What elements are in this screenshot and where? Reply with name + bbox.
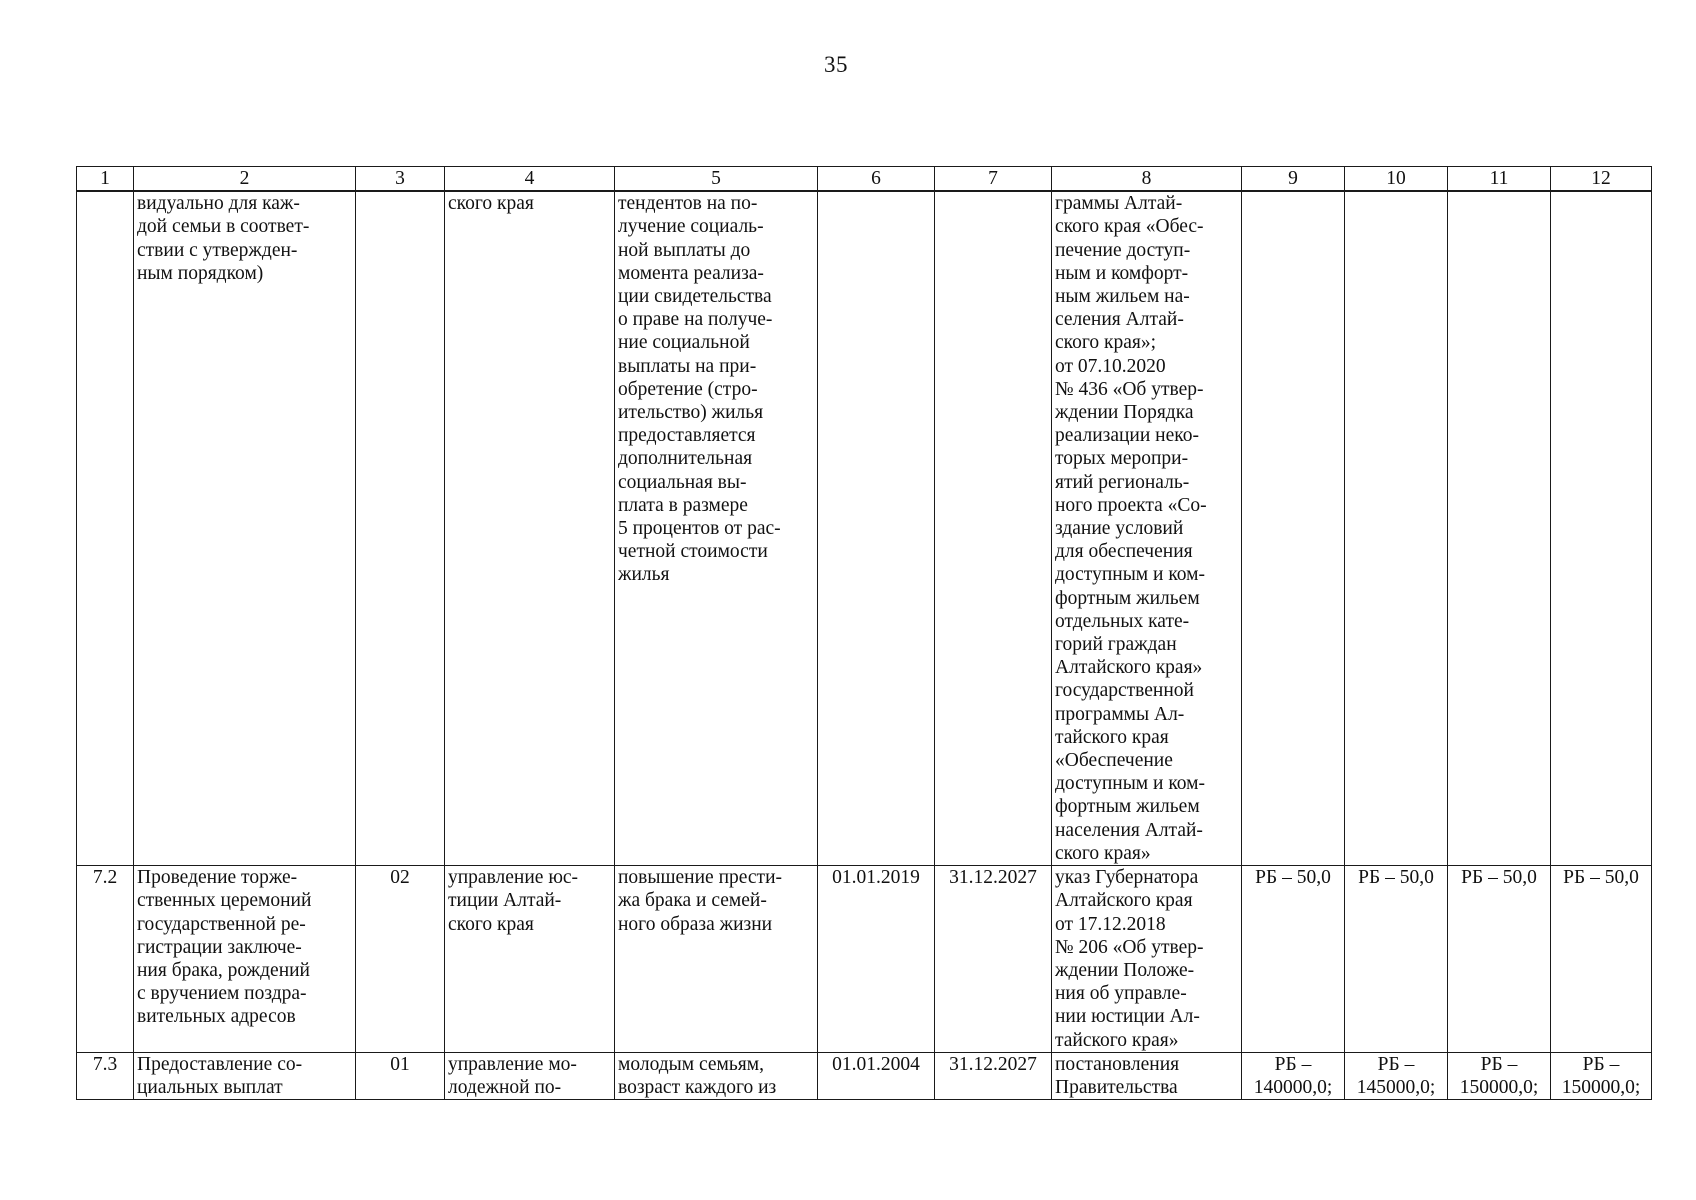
column-header: 1 [77, 167, 134, 192]
column-header: 8 [1052, 167, 1242, 192]
cell-legal-basis: постановления Правительства [1052, 1052, 1242, 1099]
cell-executor: управление юс- тиции Алтай- ского края [445, 866, 615, 1053]
column-header: 5 [615, 167, 818, 192]
cell-executor: ского края [445, 191, 615, 865]
table-row-7-3 [77, 1052, 1652, 1099]
cell-start-date: 01.01.2019 [818, 866, 935, 1053]
cell-executor: управление мо- лодежной по- [445, 1052, 615, 1099]
cell-funding: РБ – 150000,0; [1551, 1052, 1652, 1099]
cell-legal-basis: указ Губернатора Алтайского края от 17.12.2018 № 206 «Об утвер- ждении Положе- ния об управле- нии юстиции Ал- тайского края» [1052, 866, 1242, 1053]
column-header: 2 [134, 167, 356, 192]
column-number-row [77, 167, 1652, 192]
cell-activity: Предоставление со- циальных выплат [134, 1052, 356, 1099]
cell-funding: РБ – 150000,0; [1448, 1052, 1551, 1099]
cell-start-date [818, 191, 935, 865]
cell-number: 7.2 [77, 866, 134, 1053]
cell-description: повышение прести- жа брака и семей- ного образа жизни [615, 866, 818, 1053]
cell-code: 02 [356, 866, 445, 1053]
cell-funding: РБ – 145000,0; [1345, 1052, 1448, 1099]
column-header: 3 [356, 167, 445, 192]
cell-code [356, 191, 445, 865]
column-header: 6 [818, 167, 935, 192]
cell-code: 01 [356, 1052, 445, 1099]
cell-funding [1448, 191, 1551, 865]
cell-funding: РБ – 50,0 [1551, 866, 1652, 1053]
cell-description: тендентов на по- лучение социаль- ной выплаты до момента реализа- ции свидетельства о праве на получе- ние социальной выплаты на при- обретение (стро- ительство) жилья предоставляется дополнительная социальная вы- плата в размере 5 процентов от рас- четной стоимости жилья [615, 191, 818, 865]
cell-funding: РБ – 50,0 [1242, 866, 1345, 1053]
page-number: 35 [824, 52, 848, 77]
cell-funding [1345, 191, 1448, 865]
cell-activity: видуально для каж- дой семьи в соответ- ствии с утвержден- ным порядком) [134, 191, 356, 865]
cell-legal-basis: граммы Алтай- ского края «Обес- печение доступ- ным и комфорт- ным жильем на- селения Алтай- ского края»; от 07.10.2020 № 436 «Об утвер- ждении Порядка реализации неко- торых меропри- ятий региональ- ного проекта «Со- здание условий для обеспечения доступным и ком- фортным жильем отдельных кате- горий граждан Алтайского края» государственной программы Ал- тайского края «Обеспечение доступным и ком- фортным жильем населения Алтай- ского края» [1052, 191, 1242, 865]
program-table [76, 166, 1652, 1100]
cell-funding: РБ – 50,0 [1448, 866, 1551, 1053]
column-header: 11 [1448, 167, 1551, 192]
table-row-continuation [77, 191, 1652, 865]
cell-activity: Проведение торже- ственных церемоний государственной ре- гистрации заключе- ния брака, рождений с вручением поздра- вительных адресов [134, 866, 356, 1053]
cell-funding [1551, 191, 1652, 865]
cell-funding [1242, 191, 1345, 865]
cell-number [77, 191, 134, 865]
cell-start-date: 01.01.2004 [818, 1052, 935, 1099]
column-header: 9 [1242, 167, 1345, 192]
cell-end-date: 31.12.2027 [935, 866, 1052, 1053]
column-header: 4 [445, 167, 615, 192]
column-header: 12 [1551, 167, 1652, 192]
cell-funding: РБ – 140000,0; [1242, 1052, 1345, 1099]
column-header: 7 [935, 167, 1052, 192]
table-row-7-2 [77, 866, 1652, 1053]
cell-end-date: 31.12.2027 [935, 1052, 1052, 1099]
cell-funding: РБ – 50,0 [1345, 866, 1448, 1053]
cell-description: молодым семьям, возраст каждого из [615, 1052, 818, 1099]
cell-number: 7.3 [77, 1052, 134, 1099]
column-header: 10 [1345, 167, 1448, 192]
cell-end-date [935, 191, 1052, 865]
